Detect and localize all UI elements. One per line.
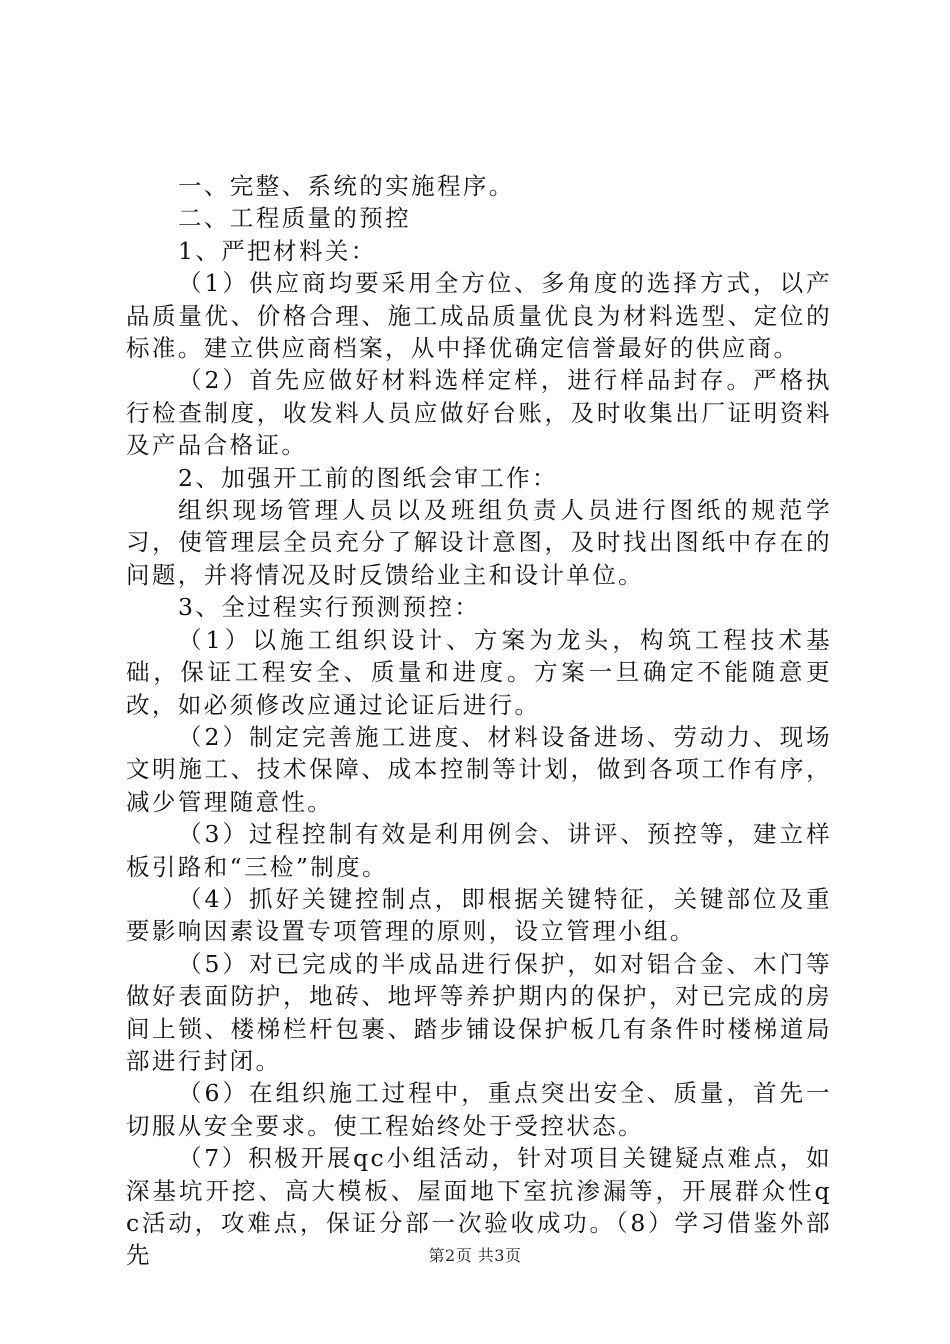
paragraph-3-2: （2）制定完善施工进度、材料设备进场、劳动力、现场文明施工、技术保障、成本控制等计划，做到各项工作有序，减少管理随意性。 <box>126 722 832 816</box>
subsection-heading-3: 3、全过程实行预测预控： <box>178 593 481 622</box>
section-heading-1: 一、完整、系统的实施程序。 <box>178 172 515 200</box>
subsection-heading-1: 1、严把材料关： <box>178 236 377 265</box>
subsection-heading-2: 2、加强开工前的图纸会审工作： <box>178 463 558 492</box>
paragraph-3-3: （3）过程控制有效是利用例会、讲评、预控等，建立样板引路和“三检”制度。 <box>126 820 832 881</box>
paragraph-3-4: （4）抓好关键控制点，即根据关键特征，关键部位及重要影响因素设置专项管理的原则，设立管理小组。 <box>126 884 832 946</box>
paragraph-3-7: （7）积极开展qc小组活动，针对项目关键疑点难点，如深基坑开挖、高大模板、屋面地下室抗渗漏等，开展群众性qc活动，攻难点，保证分部一次验收成功。（8）学习借鉴外部先 <box>126 1144 832 1270</box>
page-number-footer: 第2页 共3页 <box>428 1246 522 1265</box>
document-body <box>126 170 832 1272</box>
section-heading-2: 二、工程质量的预控 <box>178 204 412 233</box>
paragraph-1-2: （2）首先应做好材料选样定样，进行样品封存。严格执行检查制度，收发料人员应做好台账，及时收集出厂证明资料及产品合格证。 <box>126 366 832 460</box>
paragraph-1-1: （1）供应商均要采用全方位、多角度的选择方式，以产品质量优、价格合理、施工成品质量优良为材料选型、定位的标准。建立供应商档案，从中择优确定信誉最好的供应商。 <box>126 269 832 363</box>
paragraph-3-5: （5）对已完成的半成品进行保护，如对铝合金、木门等做好表面防护，地砖、地坪等养护期内的保护，对已完成的房间上锁、楼梯栏杆包裹、踏步铺设保护板几有条件时楼梯道局部进行封闭。 <box>126 949 832 1075</box>
paragraph-2: 组织现场管理人员以及班组负责人员进行图纸的规范学习，使管理层全员充分了解设计意图，及时找出图纸中存在的问题，并将情况及时反馈给业主和设计单位。 <box>126 496 832 589</box>
paragraph-3-1: （1）以施工组织设计、方案为龙头，构筑工程技术基础，保证工程安全、质量和进度。方案一旦确定不能随意更改，如必须修改应通过论证后进行。 <box>126 625 832 719</box>
paragraph-3-6: （6）在组织施工过程中，重点突出安全、质量，首先一切服从安全要求。使工程始终处于受控状态。 <box>126 1079 832 1140</box>
